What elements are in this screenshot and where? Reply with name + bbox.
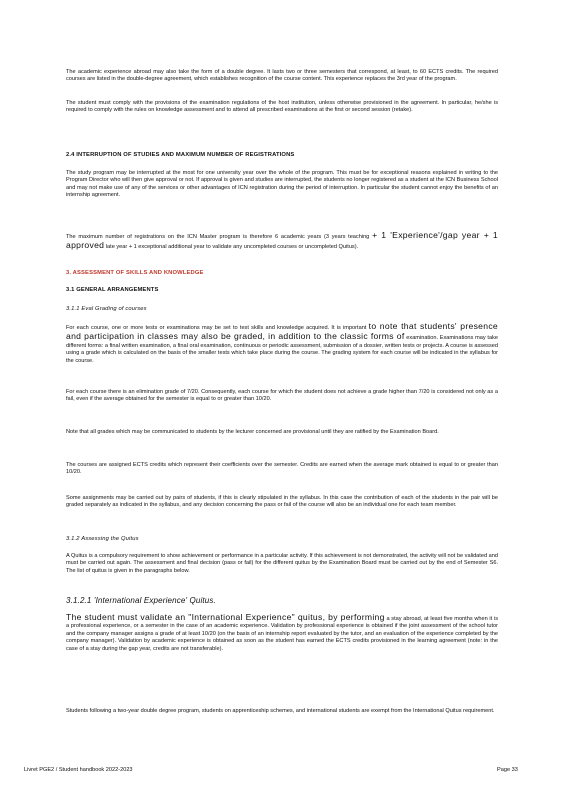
paragraph-ects-credits: The courses are assigned ECTS credits which represent their coefficients over the semester. Credits are earned when the average mark obtained is equal to or greater than 10/20. [66, 462, 498, 476]
footer-handbook-title: Livret PGE2 / Student handbook 2022-2023 [24, 767, 133, 773]
paragraph-interruption: The study program may be interrupted at the most for one university year over the whole of the program. This must be for exceptional reasons explained in writing to the Program Director who will then give approval or not. If approval is given and studies are interrupted, the students no longer registered as a student at the ICN Business School and may not make use of any of the services or other advantages of ICN registration during the period of interruption. In particular the student cannot enjoy the benefits of an internship agreement. [66, 170, 498, 199]
international-text: a stay abroad, at least five months when it is a professional experience, or a semester in the case of an academic experience. Validation by professional experience is obtained if the joint assessment of the school tutor and the company manager assigns a grade of at least 10/20 (on the basis of an internship report evaluated by the tutor, and an evaluation of the experience completed by the company manager). Validation by academic experience is obtained as soon as the student has earned the ECTS credits provisioned in the learning agreement (note: in the case of a stay during the gap year, credits are not transferable). [66, 616, 498, 652]
heading-3-1: 3.1 GENERAL ARRANGEMENTS [66, 287, 159, 293]
paragraph-double-degree: The academic experience abroad may also take the form of a double degree. It lasts two or three semesters that correspond, at least, to 60 ECTS credits. The required courses are listed in the double-degree agreement, which establishes recognition of the course content. This experience replaces the 3rd year of the program. [66, 69, 498, 83]
paragraph-quitus: A Quitus is a compulsory requirement to show achievement or performance in a particular activity. If this achievement is not demonstrated, the activity will not be validated and must be carried out again. The assessment and final decision (pass or fail) for the different quitus by the Examination Board must be carried out by the end of Semester S6. The list of quitus is given in the paragraphs below. [66, 553, 498, 574]
heading-3-1-1: 3.1.1 Eval Grading of courses [66, 306, 147, 312]
heading-3-assessment: 3. ASSESSMENT OF SKILLS AND KNOWLEDGE [66, 270, 204, 276]
grading-text-a: For each course, one or more tests or examinations may be set to test skills and knowledge acquired. It is important [66, 325, 367, 331]
paragraph-max-registrations [66, 231, 498, 252]
paragraph-provisional-grades: Note that all grades which may be communicated to students by the lecturer concerned are provisional until they are ratified by the Examination Board. [66, 429, 439, 435]
paragraph-exemptions: Students following a two-year double degree program, students on apprenticeship schemes, and international students are exempt from the International Quitus requirement. [66, 708, 495, 714]
heading-3-1-2: 3.1.2 Assessing the Quitus [66, 536, 139, 542]
paragraph-international-experience [66, 613, 498, 653]
footer-page-number: Page 33 [497, 767, 518, 773]
grading-text-b: examination. Examinations may take different forms: a final written examination, a final oral examination, continuous or periodic assessment, submission of a dossier, written tests or projects. A course is assessed using a grade which is calculated on the basis of the smaller tests which take place during the course. The grading system for each course will be indicated in the syllabus for the course. [66, 335, 498, 364]
paragraph-grading-courses [66, 322, 498, 365]
heading-3-1-2-1: 3.1.2.1 'International Experience' Quitus. [66, 596, 216, 605]
international-large-text: The student must validate an "International Experience" quitus, by performing [66, 612, 385, 622]
heading-2-4: 2.4 INTERRUPTION OF STUDIES AND MAXIMUM NUMBER OF REGISTRATIONS [66, 152, 295, 158]
grading-large-text: to note that students' presence and participation in classes may also be graded, in addition to the classic forms of [66, 321, 499, 342]
paragraph-examination-regulations: The student must comply with the provisions of the examination regulations of the host institution, unless otherwise provisioned in the agreement. In particular, he/she is required to comply with the rules on knowledge assessment and to attend all prescribed examinations at the first or second session (retake). [66, 100, 498, 114]
paragraph-pair-assignments: Some assignments may be carried out by pairs of students, if this is clearly stipulated in the syllabus. In this case the contribution of each of the students in the pair will be graded separately as indicated in the syllabus, and any decision concerning the pass or fail of the course will also be an individual one for each team member. [66, 495, 498, 509]
registrations-text-b: late year + 1 exceptional additional year to validate any uncompleted courses or uncompleted Quitus). [105, 244, 359, 251]
paragraph-elimination-grade: For each course there is an elimination grade of 7/20. Consequently, each course for which the student does not achieve a grade higher than 7/20 is considered not only as a fail, even if the average obtained for the semester is equal to or greater than 10/20. [66, 389, 498, 403]
registrations-text-a: The maximum number of registrations on the ICN Master program is therefore 6 academic years (3 years teaching [66, 234, 370, 240]
registrations-large-text: + 1 'Experience'/gap year + 1 approved [66, 230, 499, 251]
